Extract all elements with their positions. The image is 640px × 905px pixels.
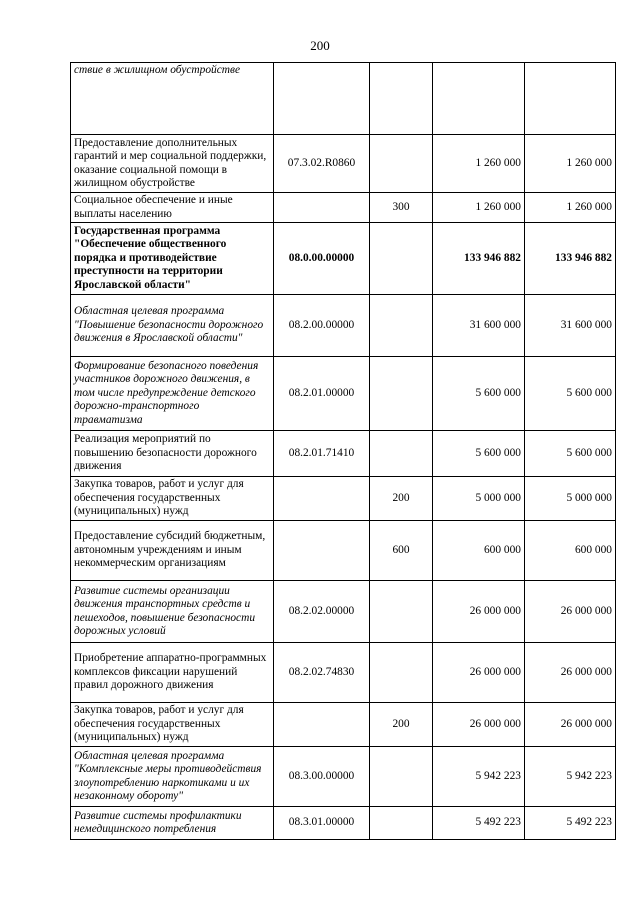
row-sum-2: 5 942 223 [525, 747, 616, 807]
row-name: Развитие системы профилактики немедицинского потребления [71, 807, 274, 840]
row-sum-2: 26 000 000 [525, 643, 616, 703]
row-code: 08.3.00.00000 [274, 747, 370, 807]
row-expense-type: 200 [370, 477, 433, 521]
row-sum-1: 5 942 223 [433, 747, 525, 807]
table-row [71, 643, 616, 703]
row-sum-2: 133 946 882 [525, 223, 616, 295]
row-sum-2: 26 000 000 [525, 703, 616, 747]
table-row [71, 63, 616, 135]
row-expense-type: 200 [370, 703, 433, 747]
row-sum-2: 5 492 223 [525, 807, 616, 840]
row-expense-type [370, 295, 433, 357]
row-sum-1: 133 946 882 [433, 223, 525, 295]
row-name: Социальное обеспечение и иные выплаты населению [71, 193, 274, 223]
row-code: 08.3.01.00000 [274, 807, 370, 840]
table-row [71, 431, 616, 477]
row-expense-type: 300 [370, 193, 433, 223]
row-sum-2: 600 000 [525, 521, 616, 581]
row-expense-type [370, 581, 433, 643]
page-number: 200 [310, 38, 330, 53]
row-code [274, 703, 370, 747]
row-name: Реализация мероприятий по повышению безопасности дорожного движения [71, 431, 274, 477]
table-row [71, 357, 616, 431]
table-row [71, 223, 616, 295]
row-sum-2: 5 600 000 [525, 431, 616, 477]
row-sum-1: 1 260 000 [433, 193, 525, 223]
row-code: 08.2.02.74830 [274, 643, 370, 703]
table-row [71, 521, 616, 581]
row-sum-1: 5 600 000 [433, 357, 525, 431]
row-name: Приобретение аппаратно-программных комплексов фиксации нарушений правил дорожного движения [71, 643, 274, 703]
table-row [71, 193, 616, 223]
row-code: 08.0.00.00000 [274, 223, 370, 295]
row-name: Предоставление дополнительных гарантий и мер социальной поддержки, оказание социальной помощи в жилищном обустройстве [71, 135, 274, 193]
row-code: 07.3.02.R0860 [274, 135, 370, 193]
row-name: Предоставление субсидий бюджетным, автономным учреждениям и иным некоммерческим организациям [71, 521, 274, 581]
row-code: 08.2.02.00000 [274, 581, 370, 643]
row-sum-2: 31 600 000 [525, 295, 616, 357]
row-sum-1: 26 000 000 [433, 643, 525, 703]
row-sum-2: 5 600 000 [525, 357, 616, 431]
table-row [71, 477, 616, 521]
row-code [274, 477, 370, 521]
row-sum-1: 26 000 000 [433, 703, 525, 747]
row-name: Закупка товаров, работ и услуг для обеспечения государственных (муниципальных) нужд [71, 703, 274, 747]
row-code [274, 521, 370, 581]
row-name: ствие в жилищном обустройстве [71, 63, 274, 135]
row-name: Государственная программа "Обеспечение общественного порядка и противодействие преступности на территории Ярославской области" [71, 223, 274, 295]
row-sum-2 [525, 63, 616, 135]
row-sum-2: 1 260 000 [525, 193, 616, 223]
table-row [71, 581, 616, 643]
row-name: Закупка товаров, работ и услуг для обеспечения государственных (муниципальных) нужд [71, 477, 274, 521]
row-name: Областная целевая программа "Комплексные меры противодействия злоупотреблению наркотиками и их незаконному обороту" [71, 747, 274, 807]
table-row [71, 807, 616, 840]
row-sum-1 [433, 63, 525, 135]
row-sum-2: 5 000 000 [525, 477, 616, 521]
table-row [71, 295, 616, 357]
row-sum-1: 1 260 000 [433, 135, 525, 193]
row-sum-1: 5 492 223 [433, 807, 525, 840]
row-expense-type [370, 223, 433, 295]
row-name: Развитие системы организации движения транспортных средств и пешеходов, повышение безопасности дорожных условий [71, 581, 274, 643]
row-name: Областная целевая программа "Повышение безопасности дорожного движения в Ярославской области" [71, 295, 274, 357]
row-sum-1: 5 000 000 [433, 477, 525, 521]
row-expense-type [370, 431, 433, 477]
table-row [71, 747, 616, 807]
row-code [274, 193, 370, 223]
row-sum-1: 600 000 [433, 521, 525, 581]
row-expense-type [370, 357, 433, 431]
row-sum-2: 26 000 000 [525, 581, 616, 643]
row-code: 08.2.01.00000 [274, 357, 370, 431]
row-expense-type [370, 747, 433, 807]
row-sum-2: 1 260 000 [525, 135, 616, 193]
table-row [71, 135, 616, 193]
table-row [71, 703, 616, 747]
row-expense-type [370, 643, 433, 703]
row-expense-type [370, 63, 433, 135]
row-expense-type [370, 135, 433, 193]
budget-table [70, 62, 616, 840]
row-sum-1: 26 000 000 [433, 581, 525, 643]
row-expense-type [370, 807, 433, 840]
row-sum-1: 5 600 000 [433, 431, 525, 477]
row-code: 08.2.00.00000 [274, 295, 370, 357]
row-expense-type: 600 [370, 521, 433, 581]
row-sum-1: 31 600 000 [433, 295, 525, 357]
row-code: 08.2.01.71410 [274, 431, 370, 477]
row-code [274, 63, 370, 135]
row-name: Формирование безопасного поведения участников дорожного движения, в том числе предупреждение детского дорожно-транспортного травматизма [71, 357, 274, 431]
